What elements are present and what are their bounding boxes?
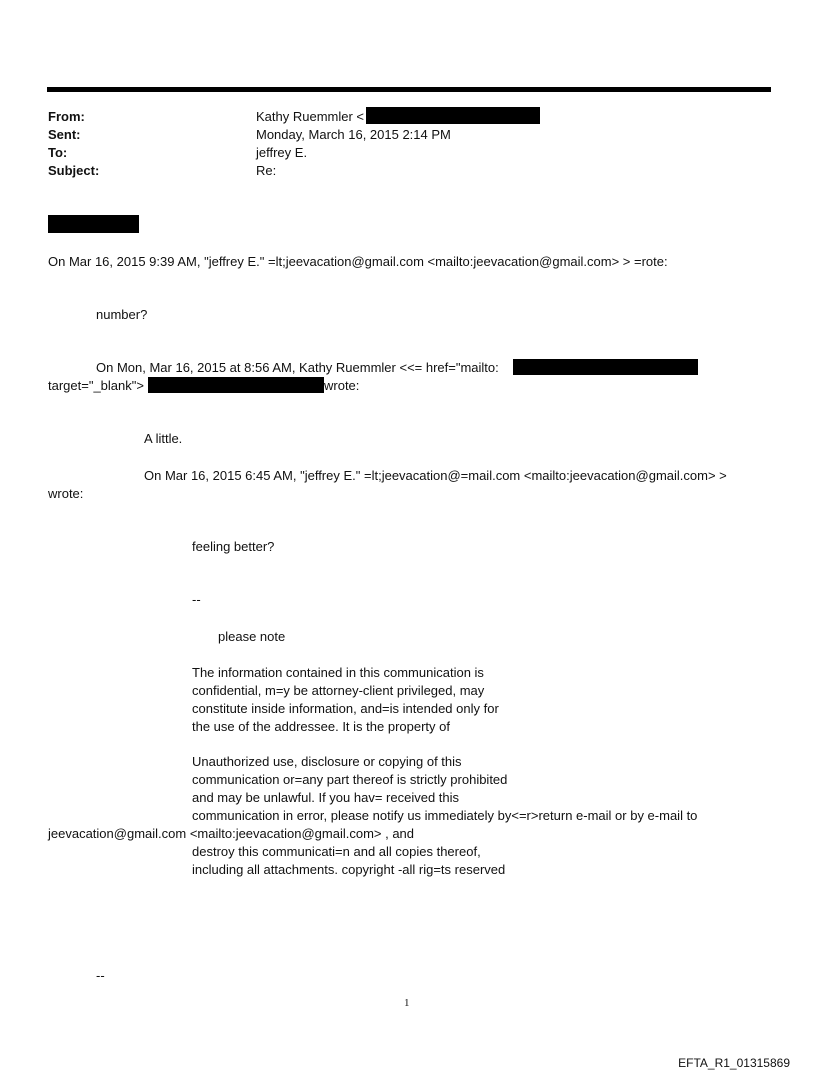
quote3-text: feeling better? [192, 539, 275, 554]
sent-label: Sent: [48, 127, 81, 142]
header-rule [47, 87, 771, 92]
quote2-text: A little. [144, 431, 183, 446]
document-id: EFTA_R1_01315869 [678, 1056, 790, 1070]
redaction-box [148, 377, 324, 393]
sent-value: Monday, March 16, 2015 2:14 PM [256, 127, 451, 142]
disclaimer-line: destroy this communicati=n and all copies thereof, [192, 844, 481, 859]
disclaimer-line: jeevacation@gmail.com <mailto:jeevacation@gmail.com> , and [48, 826, 415, 841]
quote2-intro-wrote: wrote: [324, 378, 360, 393]
redaction-box [48, 215, 139, 233]
quote1-intro: On Mar 16, 2015 9:39 AM, "jeffrey E." =lt;jeevacation@gmail.com <mailto:jeevacation@gmail.com> > =rote: [48, 254, 668, 269]
to-label: To: [48, 145, 68, 160]
please-note: please note [218, 629, 286, 644]
page-number: 1 [404, 997, 410, 1009]
disclaimer-line: Unauthorized use, disclosure or copying of this [192, 754, 462, 769]
quote3-intro-line2: wrote: [48, 486, 84, 501]
bottom-separator: -- [96, 968, 105, 983]
redaction-box [366, 107, 540, 124]
disclaimer-line: the use of the addressee. It is the property of [192, 719, 450, 734]
quote2-intro-line1: On Mon, Mar 16, 2015 at 8:56 AM, Kathy Ruemmler <<= href="mailto: [96, 360, 499, 375]
disclaimer-line: confidential, m=y be attorney-client privileged, may [192, 683, 485, 698]
quote2-intro-line2: target="_blank"> [48, 378, 144, 393]
to-value: jeffrey E. [256, 145, 308, 160]
from-label: From: [48, 109, 85, 124]
disclaimer-line: communication in error, please notify us immediately by<=r>return e-mail or by e-mail to [192, 808, 698, 823]
disclaimer-line: and may be unlawful. If you hav= received this [192, 790, 460, 805]
disclaimer-line: The information contained in this communication is [192, 665, 484, 680]
subject-value: Re: [256, 163, 277, 178]
quote1-text: number? [96, 307, 148, 322]
disclaimer-line: including all attachments. copyright -all rig=ts reserved [192, 862, 506, 877]
redaction-box [513, 359, 698, 375]
from-value: Kathy Ruemmler < [256, 109, 365, 124]
disclaimer-line: communication or=any part thereof is strictly prohibited [192, 772, 508, 787]
quote3-intro-line1: On Mar 16, 2015 6:45 AM, "jeffrey E." =lt;jeevacation@=mail.com <mailto:jeevacation@gmail.com> > [144, 468, 727, 483]
signature-separator: -- [192, 592, 201, 607]
disclaimer-line: constitute inside information, and=is intended only for [192, 701, 499, 716]
subject-label: Subject: [48, 163, 100, 178]
